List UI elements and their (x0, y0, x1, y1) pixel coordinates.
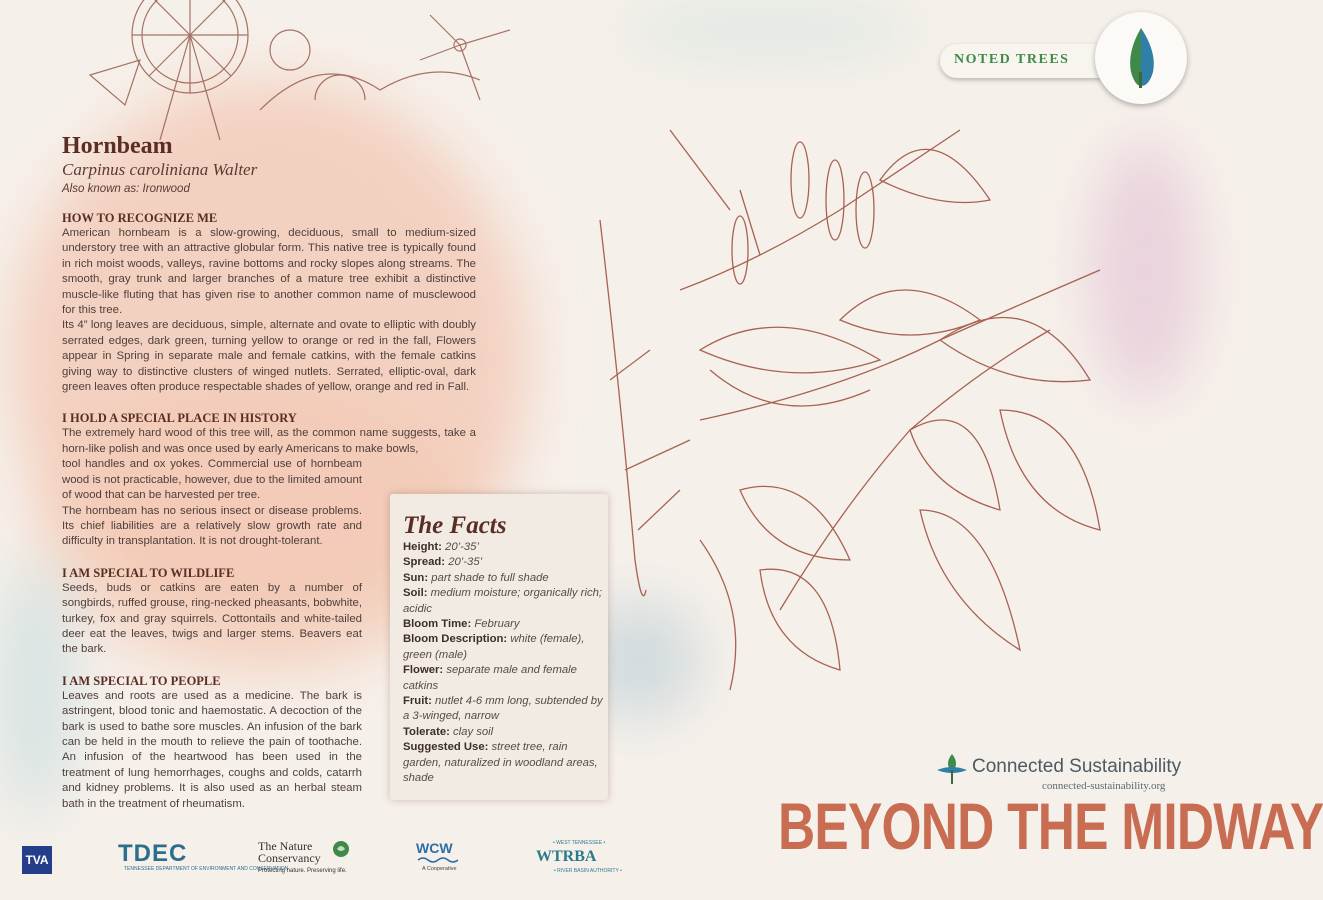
section-text-recognize-2: Its 4” long leaves are deciduous, simple, alternate and ovate to elliptic with doubly serrated edges, dark green, turning yellow to orange or red in the fall, Flowers appear in Spring in separate male and female catkins, with the female catkins giving way to distinctive clusters of winged nutlets. Serrated, elliptic-oval, dark green leaves often produce respectable shades of yellow, orange and red in Fall. (62, 319, 476, 394)
fact-label: Spread: (403, 556, 446, 569)
connected-sustainability-icon (935, 752, 969, 786)
nature-conservancy-logo (258, 840, 321, 864)
tree-logo (1095, 12, 1187, 104)
tnc-tagline: Protecting nature. Preserving life. (258, 868, 347, 874)
facts-title: The Facts (403, 512, 507, 539)
fact-label: Tolerate: (403, 725, 450, 738)
section-text-history-2: tool handles and ox yokes. Commercial use of hornbeam wood is not practicable, however, due to the limited amount of wood that can be harvested per tree. (62, 458, 362, 502)
fact-label: Height: (403, 541, 442, 553)
hornbeam-illustration (580, 90, 1140, 730)
section-text-people: Leaves and roots are used as a medicine. The bark is astringent, blood tonic and haemostatic. A decoction of the bark is used to bathe sore muscles. An infusion of the bark can be held in the mouth to relieve the pain of toothache. An infusion of the heartwood has been used in the treatment of lung hemorrhages, coughs and colds, catarrh and kidney problems. It is also used as an herbal steam bath in the treatment of rheumatism. (62, 689, 362, 810)
fact-label: Bloom Description: (403, 633, 508, 646)
fact-item (403, 555, 603, 570)
common-alias: Also known as: Ironwood (62, 183, 190, 195)
fact-label: Fruit: (403, 695, 432, 708)
beyond-the-midway-banner: BEYOND THE MIDWAY (778, 789, 1323, 863)
wcw-logo: WCW (416, 840, 453, 856)
section-text-history-3: The hornbeam has no serious insect or disease problems. Its chief liabilities are a relatively slow growth rate and difficulty in transplantation. It is not drought-tolerant. (62, 504, 362, 548)
tnc-line-1: The Nature (258, 839, 313, 853)
badge-label: NOTED TREES (954, 52, 1070, 67)
fact-item (403, 632, 603, 663)
facts-list (403, 540, 603, 787)
fact-value: medium moisture; organically rich; acidic (403, 587, 603, 615)
wtrba-logo: WTRBA (536, 848, 597, 865)
org-name: Connected Sustainability (972, 756, 1182, 777)
latin-name: Carpinus caroliniana Walter (62, 160, 258, 179)
watercolor-wash (620, 0, 920, 60)
tree-name: Hornbeam (62, 133, 173, 159)
tdec-logo: TDEC (118, 840, 188, 867)
fact-value: 20’-35’ (448, 556, 483, 569)
section-heading-recognize: HOW TO RECOGNIZE ME (62, 211, 218, 225)
facts-card (390, 494, 608, 800)
fact-item (403, 571, 603, 586)
tnc-globe-icon (332, 840, 350, 858)
carnival-illustration (40, 0, 550, 145)
fact-item (403, 694, 603, 725)
fact-item (403, 740, 603, 786)
wtrba-bottom-text: • RIVER BASIN AUTHORITY • (554, 868, 622, 874)
fact-value: 20’-35’ (445, 541, 479, 553)
watercolor-wash (0, 560, 70, 820)
fact-label: Bloom Time: (403, 618, 472, 631)
tdec-subtitle: TENNESSEE DEPARTMENT OF ENVIRONMENT AND CONSERVATION (124, 866, 289, 872)
section-heading-wildlife: I AM SPECIAL TO WILDLIFE (62, 565, 235, 580)
fact-item (403, 617, 603, 632)
fact-value: part shade to full shade (431, 571, 549, 584)
section-text-history: The extremely hard wood of this tree will, as the common name suggests, take a horn-like polish and was once used by early Americans to make bowls, (62, 427, 476, 455)
noted-trees-badge (940, 44, 1100, 78)
fact-item (403, 586, 603, 617)
tnc-line-2: Conservancy (258, 851, 321, 865)
wtrba-top-text: • WEST TENNESSEE • (553, 840, 606, 846)
fact-label: Flower: (403, 664, 444, 677)
section-text-wildlife: Seeds, buds or catkins are eaten by a number of songbirds, ruffed grouse, ring-necked pheasants, bobwhite, turkey, fox and gray squirrels. Cottontails and white-tailed deer eat the leaves, twigs and larger stems. Beavers eat the bark. (62, 581, 362, 656)
section-heading-people: I AM SPECIAL TO PEOPLE (62, 673, 221, 688)
wcw-subtitle: A Cooperative (422, 866, 457, 872)
fact-value: clay soil (453, 725, 494, 738)
tree-drop-icon (1095, 12, 1187, 104)
fact-value: street tree, rain garden, naturalized in woodland areas, shade (403, 741, 598, 785)
section-text-recognize: American hornbeam is a slow-growing, deciduous, small to medium-sized understory tree with an attractive globular form. This native tree is typically found in rich moist woods, valleys, ravine bottoms and rocky slopes along streams. The smooth, gray trunk and larger branches of a mature tree exhibit a distinctive muscle-like fluting that has given rise to another common name of musclewood for this tree. (62, 227, 476, 317)
fact-value: separate male and female catkins (403, 664, 577, 692)
fact-value: nutlet 4-6 mm long, subtended by a 3-winged, narrow (403, 695, 603, 723)
fact-value: February (474, 618, 520, 631)
fact-value: white (female), green (male) (403, 633, 585, 661)
fact-item (403, 540, 603, 555)
fact-label: Suggested Use: (403, 741, 489, 754)
org-url[interactable]: connected-sustainability.org (1042, 780, 1166, 792)
fact-label: Soil: (403, 587, 428, 600)
section-heading-history: I HOLD A SPECIAL PLACE IN HISTORY (62, 411, 297, 426)
fact-item (403, 663, 603, 694)
fact-item (403, 725, 603, 740)
wcw-wave-icon (418, 856, 458, 864)
fact-label: Sun: (403, 571, 429, 584)
tva-logo: TVA (22, 846, 52, 874)
